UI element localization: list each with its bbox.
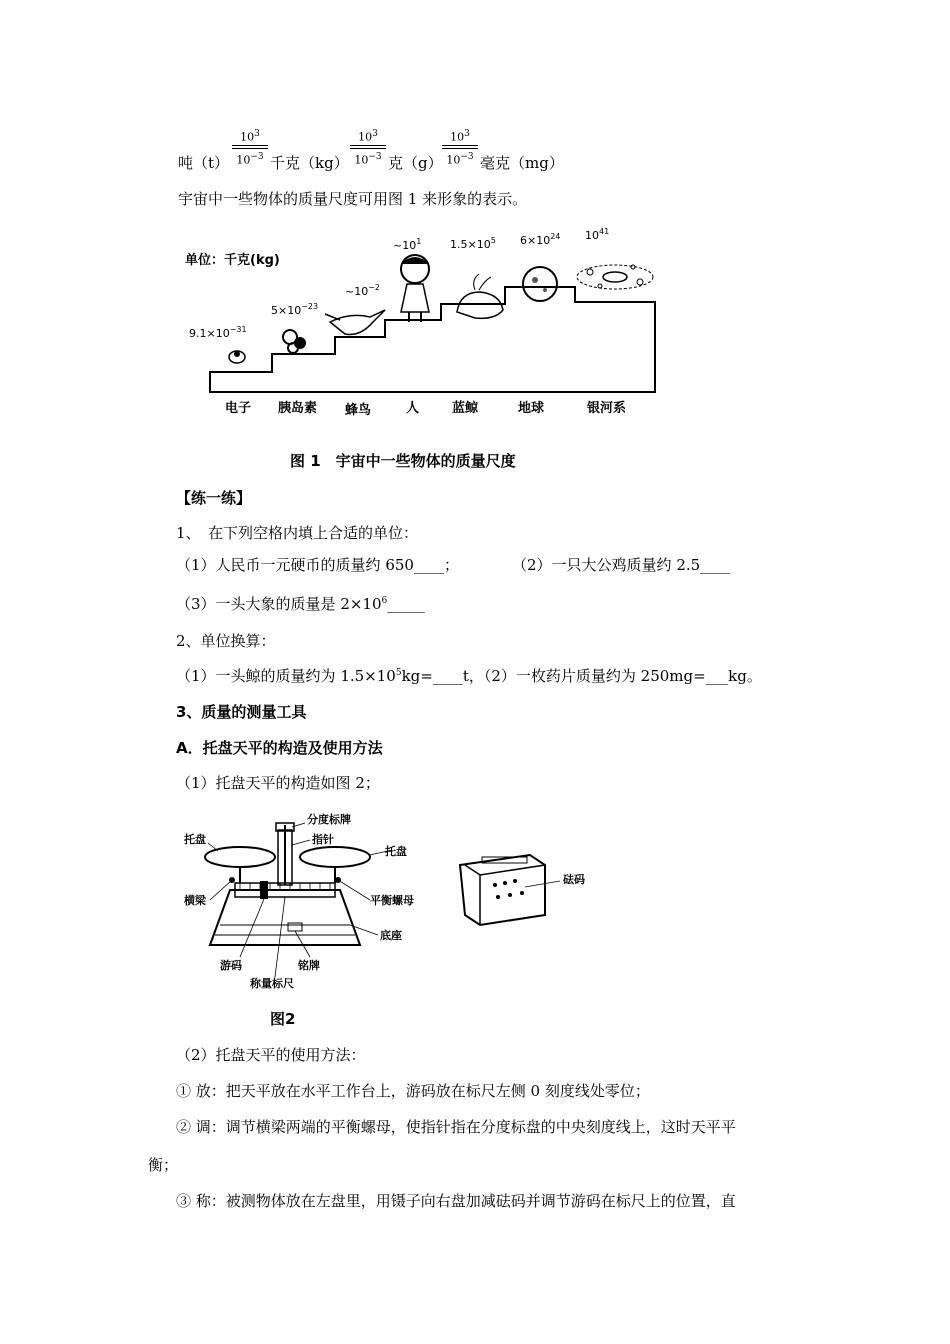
step-2: ② 调：调节横梁两端的平衡螺母，使指针指在分度标盘的中央刻度线上，这时天平平: [176, 1118, 736, 1136]
q2-title: 2、单位换算：: [176, 632, 276, 650]
name-human: 人: [406, 401, 420, 416]
label-pointer: 指针: [312, 833, 334, 846]
figure-2-balance: [180, 805, 600, 995]
label-balance-nut: 平衡螺母: [370, 894, 414, 907]
unit-t: 吨（t）: [178, 154, 230, 172]
fig1-unit-label: 单位：千克(kg): [185, 253, 280, 268]
mass-human: $\sim 10^1$: [393, 237, 422, 252]
name-insulin: 胰岛素: [278, 401, 318, 416]
unit-mg: 毫克（mg）: [480, 154, 564, 172]
mass-insulin: $5\times 10^{-23}$: [271, 302, 319, 317]
earth-icon: [523, 267, 557, 301]
section-3-title: 3、质量的测量工具: [176, 703, 307, 721]
mass-earth: $6\times 10^{24}$: [520, 232, 561, 247]
usage-title: （2）托盘天平的使用方法：: [176, 1046, 366, 1064]
label-nameplate: 铭牌: [298, 959, 320, 972]
figure-1-caption: 图 1 宇宙中一些物体的质量尺度: [290, 452, 516, 470]
conv-arrow-1: $10^3$ $10^{-3}$: [230, 128, 270, 166]
unit-kg: 千克（kg）: [270, 154, 349, 172]
girl-icon: [401, 255, 429, 322]
name-earth: 地球: [518, 401, 545, 416]
mass-galaxy: $10^{41}$: [585, 227, 610, 242]
mass-electron: $9.1\times 10^{-31}$: [189, 325, 247, 340]
galaxy-icon: [577, 265, 653, 289]
step-2-cont: 衡；: [148, 1156, 179, 1174]
figure-1-mass-scale: [175, 222, 665, 422]
q1-part-b: （2）一只大公鸡质量约 2.5____: [512, 556, 731, 574]
mass-bluewhale: $1.5\times 10^5$: [450, 236, 496, 251]
label-beam: 横梁: [184, 894, 206, 907]
q1-part-a: （1）人民币一元硬币的质量约 650____；: [176, 556, 459, 574]
structure-text: （1）托盘天平的构造如图 2；: [176, 774, 380, 792]
whale-icon: [457, 274, 503, 318]
label-pan-left: 托盘: [184, 833, 206, 846]
q1-title: 1、 在下列空格内填上合适的单位：: [176, 524, 419, 542]
q1-part-c: （3）一头大象的质量是 $2\times 10^6\_\_\_\_\_$: [176, 595, 425, 613]
hummingbird-icon: [325, 310, 385, 335]
conv-arrow-2: $10^3$ $10^{-3}$: [348, 128, 388, 166]
step-3: ③ 称：被测物体放在左盘里，用镊子向右盘加减砝码并调节游码在标尺上的位置，直: [176, 1192, 736, 1210]
label-pan-right: 托盘: [385, 845, 407, 858]
label-scale-ruler: 称量标尺: [250, 977, 294, 990]
mass-hummingbird: $\sim 10^{-2}$: [345, 283, 381, 298]
label-weights: 砝码: [563, 873, 585, 886]
label-rider: 游码: [220, 959, 242, 972]
step-1: ① 放：把天平放在水平工作台上，游码放在标尺左侧 0 刻度线处零位；: [176, 1082, 650, 1100]
unit-g: 克（g）: [388, 154, 443, 172]
name-bluewhale: 蓝鲸: [452, 401, 479, 416]
practice-title: 【练一练】: [176, 489, 252, 507]
name-electron: 电子: [225, 401, 252, 416]
name-galaxy: 银河系: [587, 401, 627, 416]
conv-arrow-3: $10^3$ $10^{-3}$: [440, 128, 480, 166]
label-base: 底座: [380, 929, 402, 942]
electron-icon: [229, 351, 245, 363]
name-hummingbird: 蜂鸟: [345, 403, 372, 418]
insulin-icon: [283, 330, 306, 353]
intro-text: 宇宙中一些物体的质量尺度可用图 1 来形象的表示。: [178, 190, 528, 208]
label-scale-plate: 分度标牌: [307, 813, 351, 826]
figure-2-caption: 图2: [270, 1010, 296, 1028]
weights-box-icon: [460, 855, 545, 925]
q2-part-a: （1）一头鲸的质量约为 $1.5\times 10^5kg=\_\_\_\_t$，（2）一枚药片质量约为 250mg=___kg。: [176, 667, 762, 685]
section-a-title: A．托盘天平的构造及使用方法: [176, 739, 383, 757]
